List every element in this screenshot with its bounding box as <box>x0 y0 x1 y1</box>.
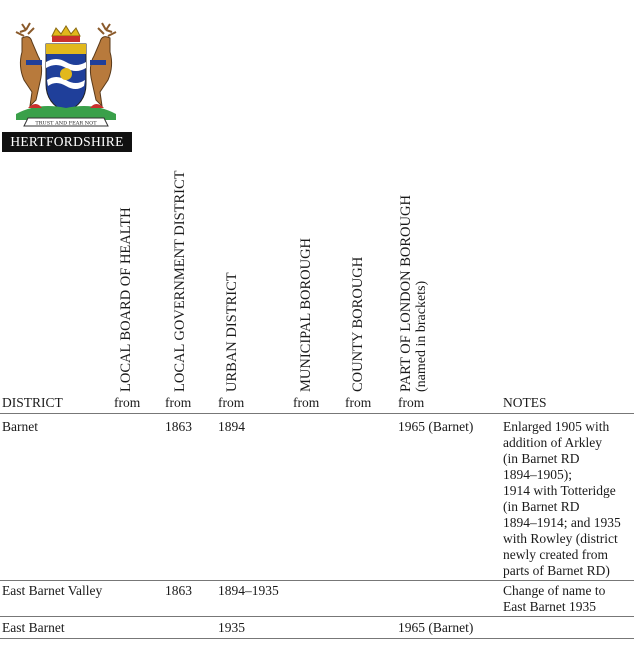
district-cell: East Barnet Valley <box>2 583 103 598</box>
london-cell: 1965 (Barnet) <box>398 419 474 434</box>
lgd-cell: 1863 <box>165 583 192 598</box>
district-header: DISTRICT <box>2 395 63 410</box>
from-label-mb: from <box>293 395 320 410</box>
heading-urban-district: URBAN DISTRICT <box>224 272 240 392</box>
heading-county-borough: COUNTY BOROUGH <box>350 256 366 392</box>
county-label: HERTFORDSHIRE <box>2 132 132 152</box>
bottom-rule <box>0 638 634 639</box>
lgd-cell: 1863 <box>165 419 192 434</box>
heading-local-board-of-health: LOCAL BOARD OF HEALTH <box>118 207 134 392</box>
ud-cell: 1894 <box>218 419 245 434</box>
coat-of-arms-icon <box>8 22 124 130</box>
from-label-ud: from <box>218 395 245 410</box>
svg-text:TRUST AND FEAR NOT: TRUST AND FEAR NOT <box>35 120 97 127</box>
ud-cell: 1894–1935 <box>218 583 279 598</box>
row-rule <box>0 616 634 617</box>
london-cell: 1965 (Barnet) <box>398 620 474 635</box>
from-label-lbh: from <box>114 395 141 410</box>
district-cell: East Barnet <box>2 620 65 635</box>
row-rule <box>0 580 634 581</box>
ud-cell: 1935 <box>218 620 245 635</box>
notes-cell: Change of name to East Barnet 1935 <box>503 583 606 614</box>
header-rule <box>0 413 634 414</box>
heading-part-of-london-borough: PART OF LONDON BOROUGH (named in brackets) <box>398 195 429 392</box>
from-label-cb: from <box>345 395 372 410</box>
heading-part-of-london-borough-sub: (named in brackets) <box>414 280 429 392</box>
from-label-lgd: from <box>165 395 192 410</box>
heading-municipal-borough: MUNICIPAL BOROUGH <box>298 237 314 392</box>
from-label-london: from <box>398 395 425 410</box>
notes-cell: Enlarged 1905 with addition of Arkley (in Barnet RD 1894–1905); 1914 with Totteridge (in Barnet RD 1894–1914; and 1935 with Rowley (district newly created from parts of Barnet RD) <box>503 419 621 578</box>
notes-header: NOTES <box>503 395 547 410</box>
heading-local-government-district: LOCAL GOVERNMENT DISTRICT <box>172 170 188 392</box>
district-cell: Barnet <box>2 419 38 434</box>
